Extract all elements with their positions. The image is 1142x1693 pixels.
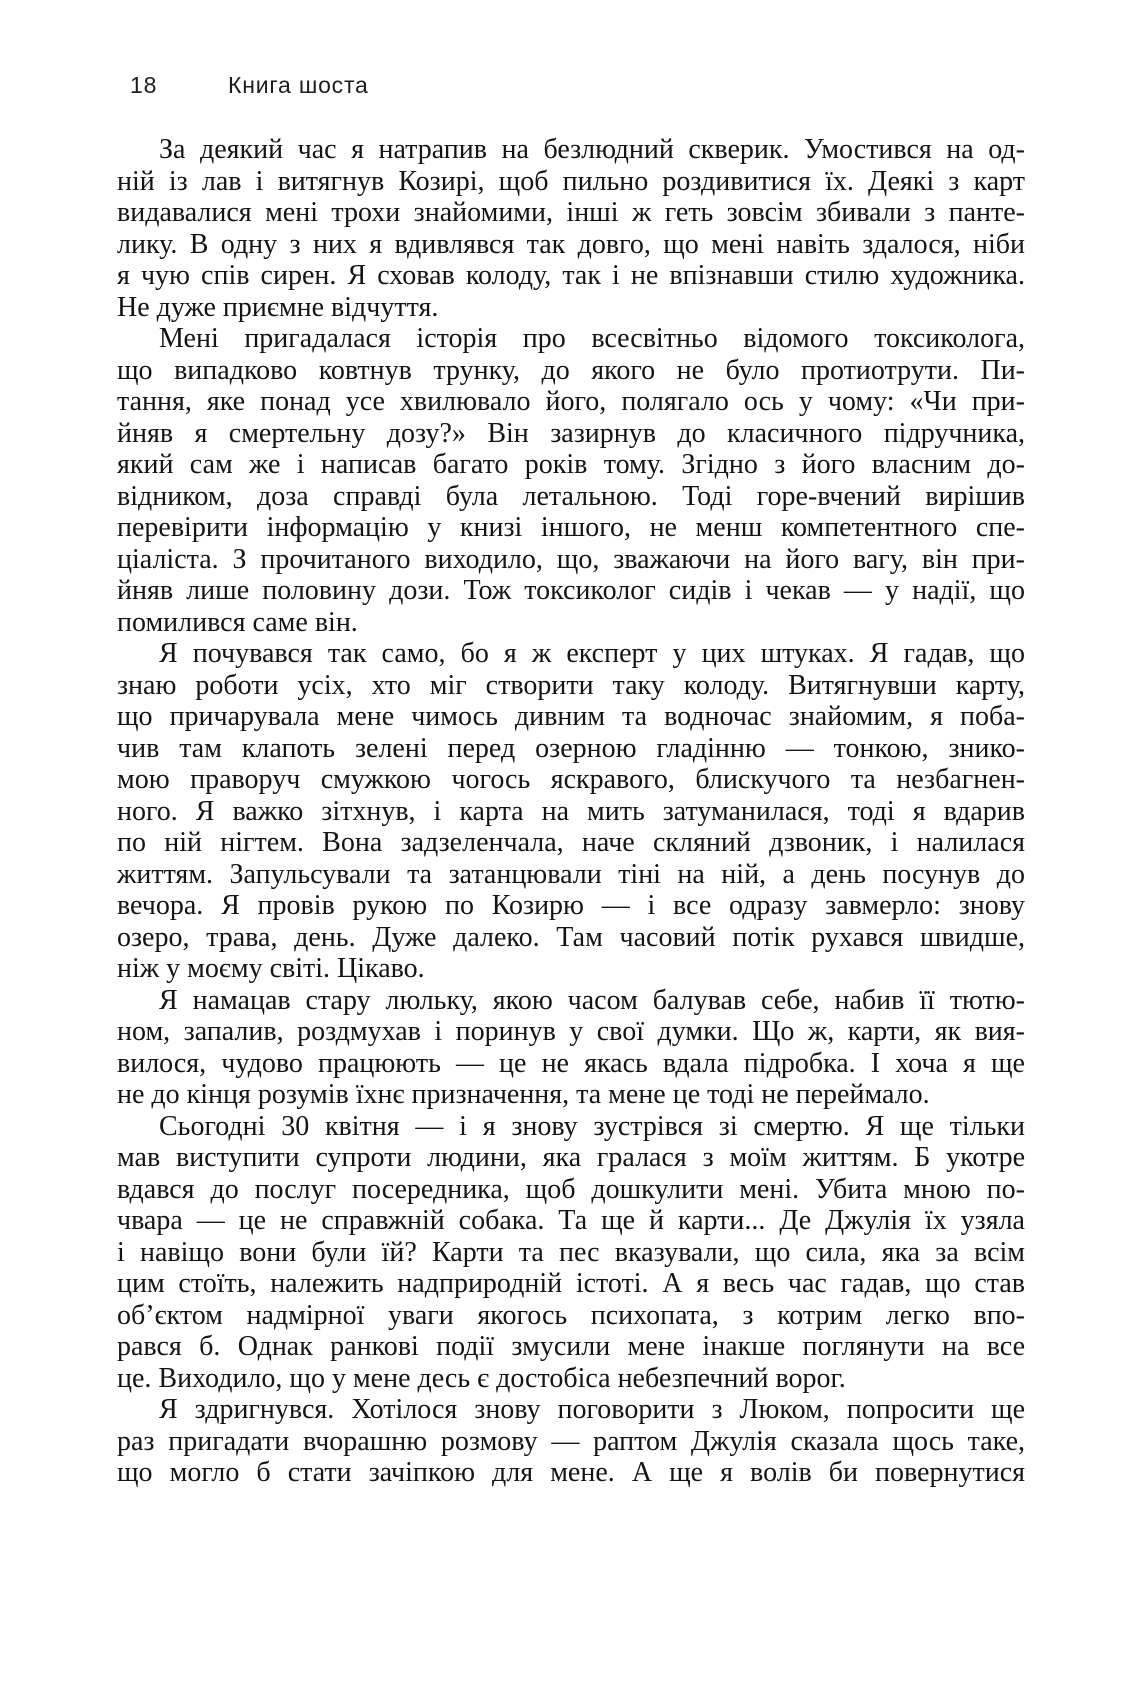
paragraph [117, 985, 1025, 1111]
text-line: вечора. Я провів рукою по Козирю — і все одразу завмерло: знову [117, 890, 1025, 921]
text-line: За деякий час я натрапив на безлюдний скверик. Умостився на од- [159, 134, 1025, 165]
text-line: чвара — це не справжній собака. Та ще й карти... Де Джулія їх узяла [117, 1205, 1025, 1236]
page-number: 18 [130, 72, 158, 98]
text-line: це. Виходило, що у мене десь є достобіса небезпечний ворог. [117, 1362, 846, 1394]
text-line: об’єктом надмірної уваги якогось психопата, з котрим легко впо- [117, 1299, 1025, 1331]
text-line: ній із лав і витягнув Козирі, щоб пильно роздивитися їх. Деякі з карт [117, 165, 1025, 197]
text-line: Мені пригадалася історія про всесвітньо відомого токсиколога, [159, 323, 1025, 354]
text-line: вилося, чудово працюють — це не якась вдала підробка. І хоча я ще [117, 1047, 1025, 1079]
text-line: Я почувався так само, бо я ж експерт у цих штуках. Я гадав, що [159, 638, 1025, 669]
text-line: відником, доза справді була летальною. Тоді горе-вчений вирішив [117, 480, 1025, 512]
text-line: йняв я смертельну дозу?» Він зазирнув до класичного підручника, [117, 417, 1025, 449]
text-line: чив там клапоть зелені перед озерною гладінню — тонкою, знико- [117, 732, 1025, 764]
text-line: ніж у моєму світі. Цікаво. [117, 953, 425, 984]
text-line: помилився саме він. [117, 606, 358, 638]
text-line: що причарувала мене чимось дивним та водночас знайомим, я поба- [117, 701, 1025, 732]
text-line: цим стоїть, належить надприродній істоті. А я весь час гадав, що став [117, 1268, 1025, 1299]
text-line: Сьогодні 30 квітня — і я знову зустрівся зі смертю. Я ще тільки [159, 1110, 1025, 1142]
text-line: мою праворуч смужкою чогось яскравого, блискучого та незбагнен- [117, 764, 1025, 795]
text-line: знаю роботи усіх, хто міг створити таку колоду. Витягнувши карту, [117, 669, 1025, 701]
body-text [117, 134, 1025, 1489]
text-line: що випадково ковтнув трунку, до якого не було протиотрути. Пи- [117, 354, 1025, 386]
text-line: тання, яке понад усе хвилювало його, полягало ось у чому: «Чи при- [117, 386, 1025, 417]
text-line: ціаліста. З прочитаного виходило, що, зважаючи на його вагу, він при- [117, 543, 1025, 575]
text-line: який сам же і написав багато років тому. Згідно з його власним до- [117, 449, 1025, 480]
text-line: Я здригнувся. Хотілося знову поговорити з Люком, попросити ще [159, 1394, 1025, 1425]
text-line: Я намацав стару люльку, якою часом балував себе, набив її тютю- [159, 984, 1025, 1016]
paragraph [117, 134, 1025, 323]
text-line: видавалися мені трохи знайомими, інші ж геть зовсім збивали з панте- [117, 197, 1025, 228]
text-line: перевірити інформацію у книзі іншого, не менш компетентного спе- [117, 512, 1025, 543]
paragraph [117, 638, 1025, 985]
text-line: йняв лише половину дози. Тож токсиколог сидів і чекав — у надії, що [117, 575, 1025, 606]
text-line: озеро, трава, день. Дуже далеко. Там часовий потік рухався швидше, [117, 921, 1025, 953]
text-line: ном, запалив, роздмухав і поринув у свої думки. Що ж, карти, як вия- [117, 1016, 1025, 1047]
paragraph [117, 1111, 1025, 1395]
text-line: не до кінця розумів їхнє призначення, та мене це тоді не переймало. [117, 1079, 930, 1110]
running-title: Книга шоста [228, 72, 369, 98]
text-line: ного. Я важко зітхнув, і карта на мить затуманилася, тоді я вдарив [117, 795, 1025, 827]
text-line: Не дуже приємне відчуття. [117, 291, 439, 323]
paragraph [117, 1394, 1025, 1489]
text-line: лику. В одну з них я вдивлявся так довго, що мені навіть здалося, ніби [117, 228, 1025, 260]
text-line: по ній нігтем. Вона задзеленчала, наче скляний дзвоник, і налилася [117, 827, 1025, 858]
text-line: рався б. Однак ранкові події змусили мене інакше поглянути на все [117, 1331, 1025, 1362]
text-line: життям. Запульсували та затанцювали тіні на ній, а день посунув до [117, 858, 1025, 890]
text-line: раз пригадати вчорашню розмову — раптом Джулія сказала щось таке, [117, 1425, 1025, 1457]
text-line: я чую спів сирен. Я сховав колоду, так і не впізнавши стилю художника. [117, 260, 1025, 291]
text-line: що могло б стати зачіпкою для мене. А ще я волів би повернутися [117, 1457, 1025, 1488]
text-line: вдався до послуг посередника, щоб дошкулити мені. Убита мною по- [117, 1173, 1025, 1205]
paragraph [117, 323, 1025, 638]
text-line: мав виступити супроти людини, яка гралася з моїм життям. Б укотре [117, 1142, 1025, 1173]
text-line: і навіщо вони були їй? Карти та пес вказували, що сила, яка за всім [117, 1236, 1025, 1268]
